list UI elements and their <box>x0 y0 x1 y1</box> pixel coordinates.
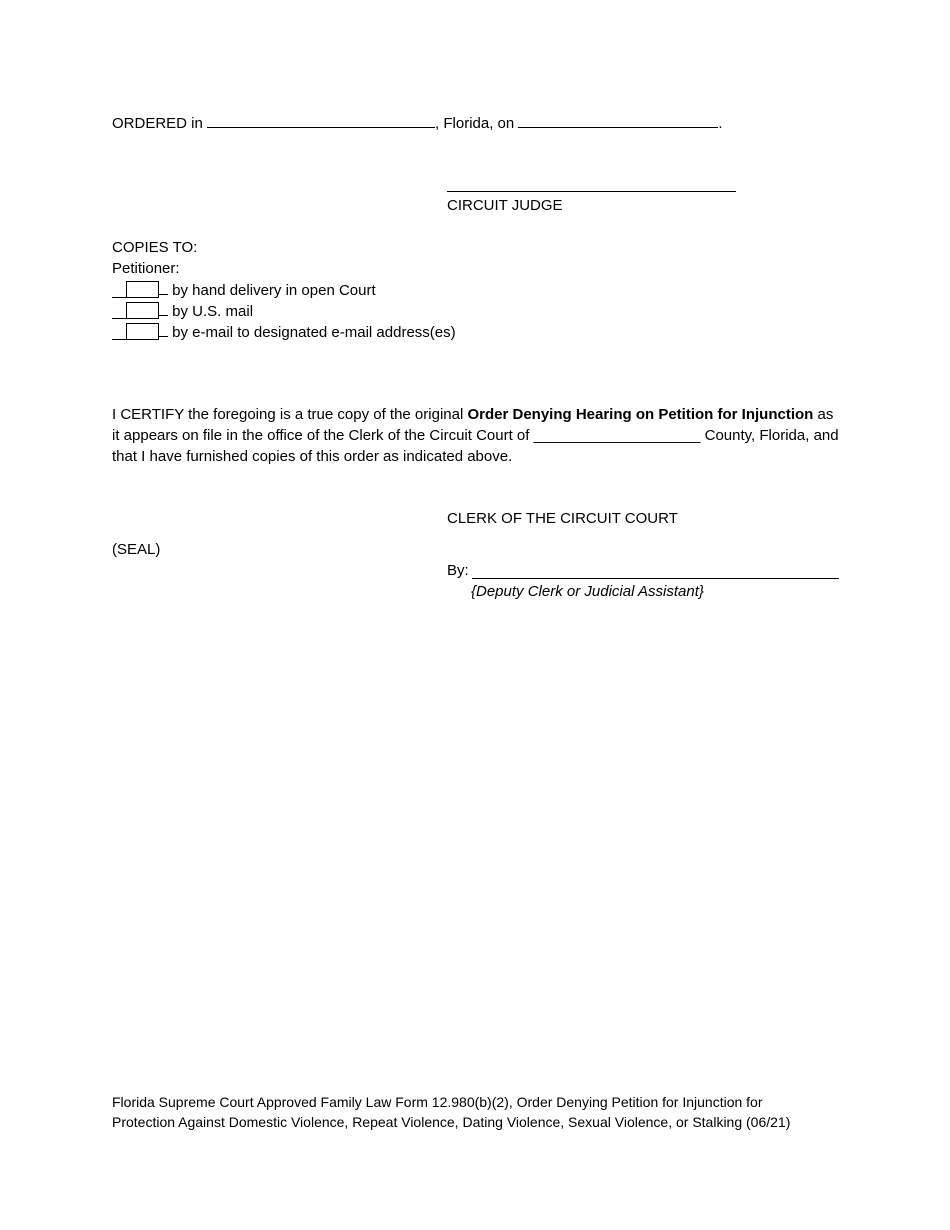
ordered-middle: , Florida, on <box>435 115 515 132</box>
us-mail-checkbox[interactable] <box>126 302 159 319</box>
copy-option-email <box>112 322 456 342</box>
copy-option-label: by e-mail to designated e-mail address(es) <box>172 324 456 341</box>
ordered-prefix: ORDERED in <box>112 115 203 132</box>
ordered-line <box>112 113 723 133</box>
copies-recipient: Petitioner: <box>112 260 180 277</box>
ordered-date-field[interactable] <box>518 113 718 128</box>
judge-title: CIRCUIT JUDGE <box>447 197 563 214</box>
order-title: Order Denying Hearing on Petition for Injunction <box>467 406 814 423</box>
ordered-location-field[interactable] <box>207 113 435 128</box>
footer-line-1: Florida Supreme Court Approved Family Law Form 12.980(b)(2), Order Denying Petition for Injunction for <box>112 1094 763 1110</box>
copy-option-label: by U.S. mail <box>172 303 254 320</box>
form-footer <box>112 1093 832 1132</box>
clerk-title: CLERK OF THE CIRCUIT COURT <box>447 510 678 527</box>
email-checkbox[interactable] <box>126 323 159 340</box>
deputy-clerk-caption: {Deputy Clerk or Judicial Assistant} <box>471 583 704 600</box>
certification-paragraph: I CERTIFY the foregoing is a true copy of the original Order Denying Hearing on Petition for Injunction as it appears on file in the office of the Clerk of the Circuit Court of ____________________ County, Florida, and that I have furnished copies of this order as indicated above. <box>112 406 839 465</box>
seal-label: (SEAL) <box>112 541 161 558</box>
copies-heading: COPIES TO: <box>112 239 198 256</box>
copy-option-us-mail <box>112 301 253 321</box>
by-label: By: <box>447 562 469 579</box>
judge-signature-line[interactable] <box>447 191 736 192</box>
copy-option-hand-delivery <box>112 280 376 300</box>
clerk-signature-line[interactable] <box>472 578 839 579</box>
hand-delivery-checkbox[interactable] <box>126 281 159 298</box>
footer-line-2: Protection Against Domestic Violence, Repeat Violence, Dating Violence, Sexual Violence, or Stalking (06/21) <box>112 1113 791 1130</box>
copy-option-label: by hand delivery in open Court <box>172 282 376 299</box>
ordered-suffix: . <box>718 115 723 132</box>
county-field[interactable]: ____________________ <box>533 427 701 444</box>
